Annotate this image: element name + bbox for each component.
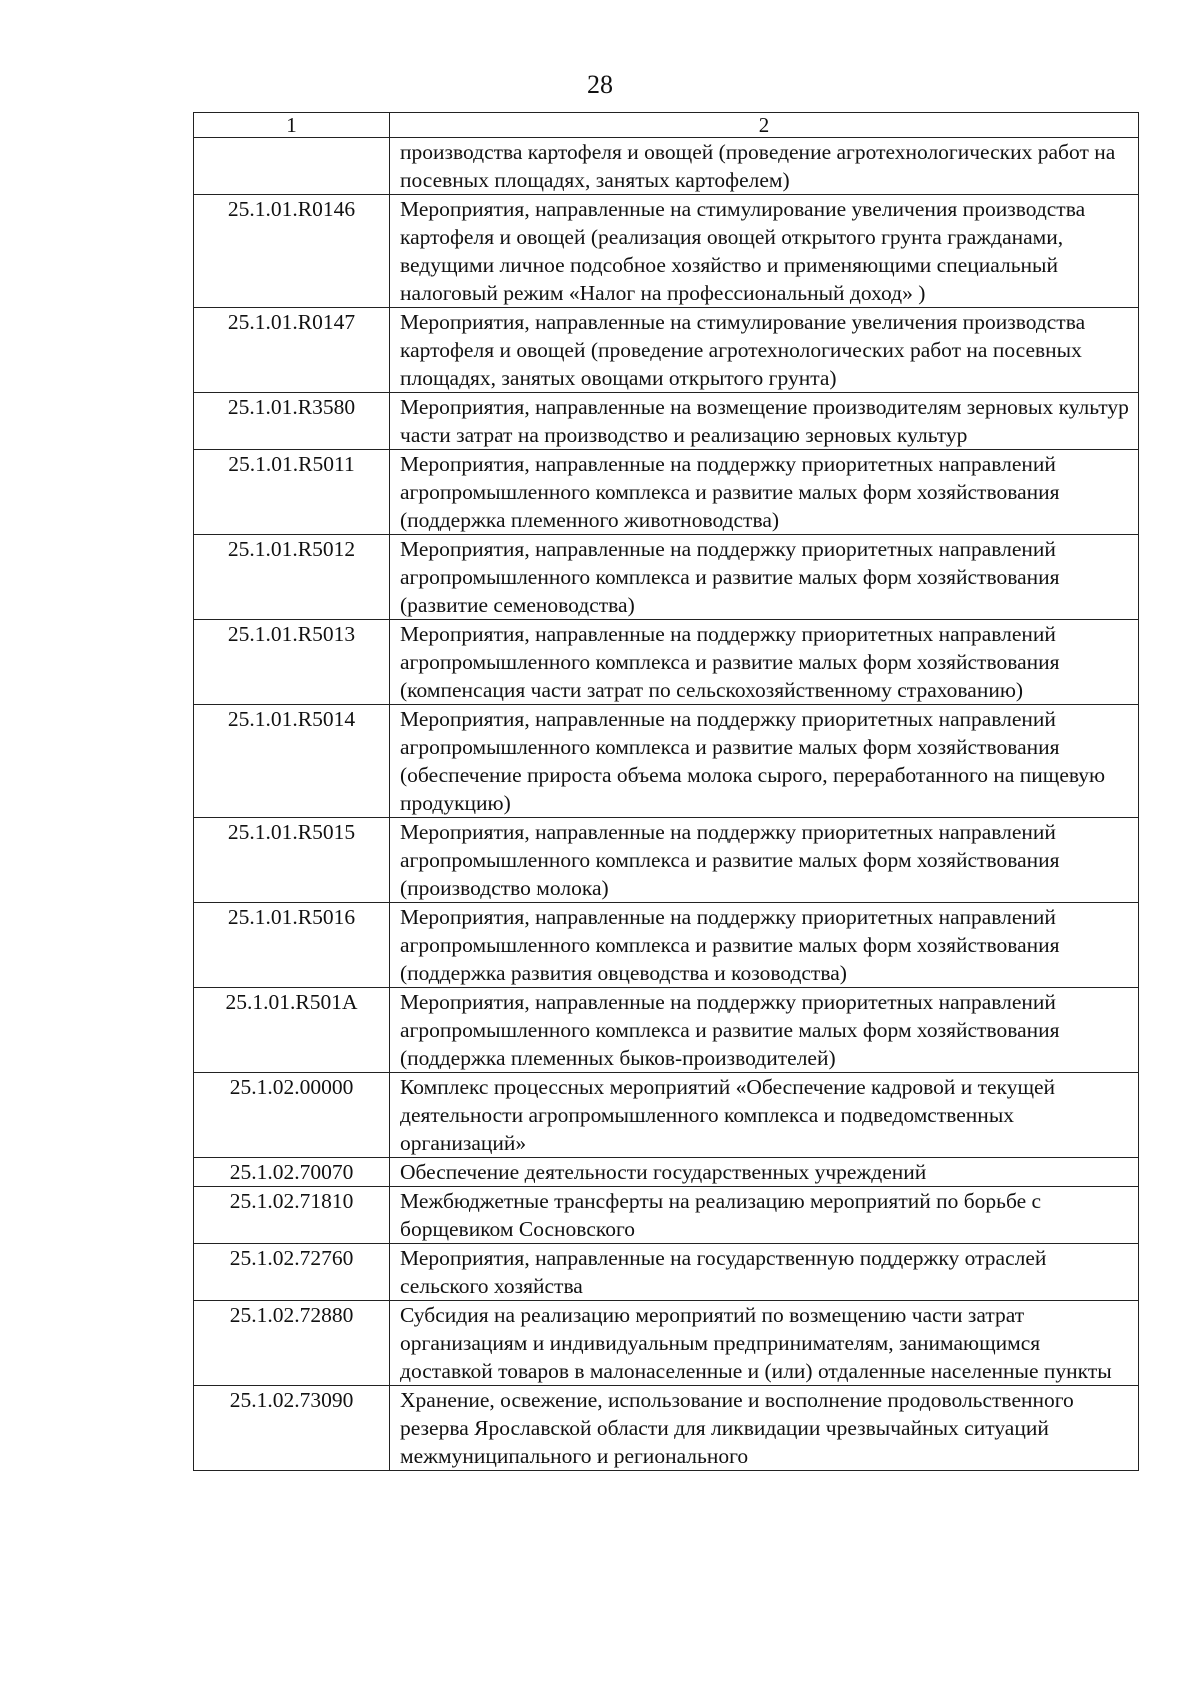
row-description: Мероприятия, направленные на стимулирование увеличения производства картофеля и овощей (реализация овощей открытого грунта гражданами, ведущими личное подсобное хозяйство и применяющими специальный налоговый режим «Налог на профессиональный доход» ) (390, 195, 1139, 308)
row-code: 25.1.02.70070 (194, 1158, 390, 1187)
row-code: 25.1.01.R3580 (194, 393, 390, 450)
row-description: Мероприятия, направленные на поддержку приоритетных направлений агропромышленного комплекса и развитие малых форм хозяйствования (поддержка развития овцеводства и козоводства) (390, 903, 1139, 988)
table-row (194, 620, 1139, 705)
row-code: 25.1.01.R5011 (194, 450, 390, 535)
table-row (194, 450, 1139, 535)
row-code: 25.1.02.71810 (194, 1187, 390, 1244)
row-code (194, 138, 390, 195)
row-description: Мероприятия, направленные на поддержку приоритетных направлений агропромышленного комплекса и развитие малых форм хозяйствования (компенсация части затрат по сельскохозяйственному страхованию) (390, 620, 1139, 705)
row-code: 25.1.02.72760 (194, 1244, 390, 1301)
row-description: Мероприятия, направленные на поддержку приоритетных направлений агропромышленного комплекса и развитие малых форм хозяйствования (обеспечение прироста объема молока сырого, переработанного на пищевую продукцию) (390, 705, 1139, 818)
table-row (194, 818, 1139, 903)
column-header-description: 2 (390, 113, 1139, 138)
table-row (194, 195, 1139, 308)
row-code: 25.1.02.72880 (194, 1301, 390, 1386)
row-description: Межбюджетные трансферты на реализацию мероприятий по борьбе с борщевиком Сосновского (390, 1187, 1139, 1244)
row-code: 25.1.01.R5014 (194, 705, 390, 818)
row-description: Мероприятия, направленные на государственную поддержку отраслей сельского хозяйства (390, 1244, 1139, 1301)
row-code: 25.1.01.R5013 (194, 620, 390, 705)
column-header-code: 1 (194, 113, 390, 138)
row-description: Мероприятия, направленные на поддержку приоритетных направлений агропромышленного комплекса и развитие малых форм хозяйствования (поддержка племенного животноводства) (390, 450, 1139, 535)
table-row (194, 535, 1139, 620)
table-row (194, 1187, 1139, 1244)
row-description: Хранение, освежение, использование и восполнение продовольственного резерва Ярославской области для ликвидации чрезвычайных ситуаций межмуниципального и регионального (390, 1386, 1139, 1471)
row-description: Комплекс процессных мероприятий «Обеспечение кадровой и текущей деятельности агропромышленного комплекса и подведомственных организаций» (390, 1073, 1139, 1158)
table-row (194, 1301, 1139, 1386)
row-code: 25.1.01.R5016 (194, 903, 390, 988)
row-description: Мероприятия, направленные на возмещение производителям зерновых культур части затрат на производство и реализацию зерновых культур (390, 393, 1139, 450)
table-row (194, 1386, 1139, 1471)
row-description: Обеспечение деятельности государственных учреждений (390, 1158, 1139, 1187)
row-code: 25.1.01.R0147 (194, 308, 390, 393)
table-row (194, 308, 1139, 393)
row-code: 25.1.02.00000 (194, 1073, 390, 1158)
table-row (194, 393, 1139, 450)
row-description: Мероприятия, направленные на поддержку приоритетных направлений агропромышленного комплекса и развитие малых форм хозяйствования (производство молока) (390, 818, 1139, 903)
table-row (194, 1244, 1139, 1301)
table-row (194, 705, 1139, 818)
budget-code-table (193, 112, 1139, 1471)
row-description: Мероприятия, направленные на поддержку приоритетных направлений агропромышленного комплекса и развитие малых форм хозяйствования (развитие семеноводства) (390, 535, 1139, 620)
row-description: Субсидия на реализацию мероприятий по возмещению части затрат организациям и индивидуальным предпринимателям, занимающимся доставкой товаров в малонаселенные и (или) отдаленные населенные пункты (390, 1301, 1139, 1386)
row-description: Мероприятия, направленные на поддержку приоритетных направлений агропромышленного комплекса и развитие малых форм хозяйствования (поддержка племенных быков-производителей) (390, 988, 1139, 1073)
row-description: Мероприятия, направленные на стимулирование увеличения производства картофеля и овощей (проведение агротехнологических работ на посевных площадях, занятых овощами открытого грунта) (390, 308, 1139, 393)
table-row (194, 1073, 1139, 1158)
table-row (194, 1158, 1139, 1187)
row-code: 25.1.01.R5012 (194, 535, 390, 620)
page-number: 28 (587, 70, 613, 99)
row-code: 25.1.01.R501A (194, 988, 390, 1073)
row-code: 25.1.02.73090 (194, 1386, 390, 1471)
row-code: 25.1.01.R5015 (194, 818, 390, 903)
table-row (194, 903, 1139, 988)
table-header-row (194, 113, 1139, 138)
row-description: производства картофеля и овощей (проведение агротехнологических работ на посевных площадях, занятых картофелем) (390, 138, 1139, 195)
row-code: 25.1.01.R0146 (194, 195, 390, 308)
table-row (194, 988, 1139, 1073)
table-row (194, 138, 1139, 195)
